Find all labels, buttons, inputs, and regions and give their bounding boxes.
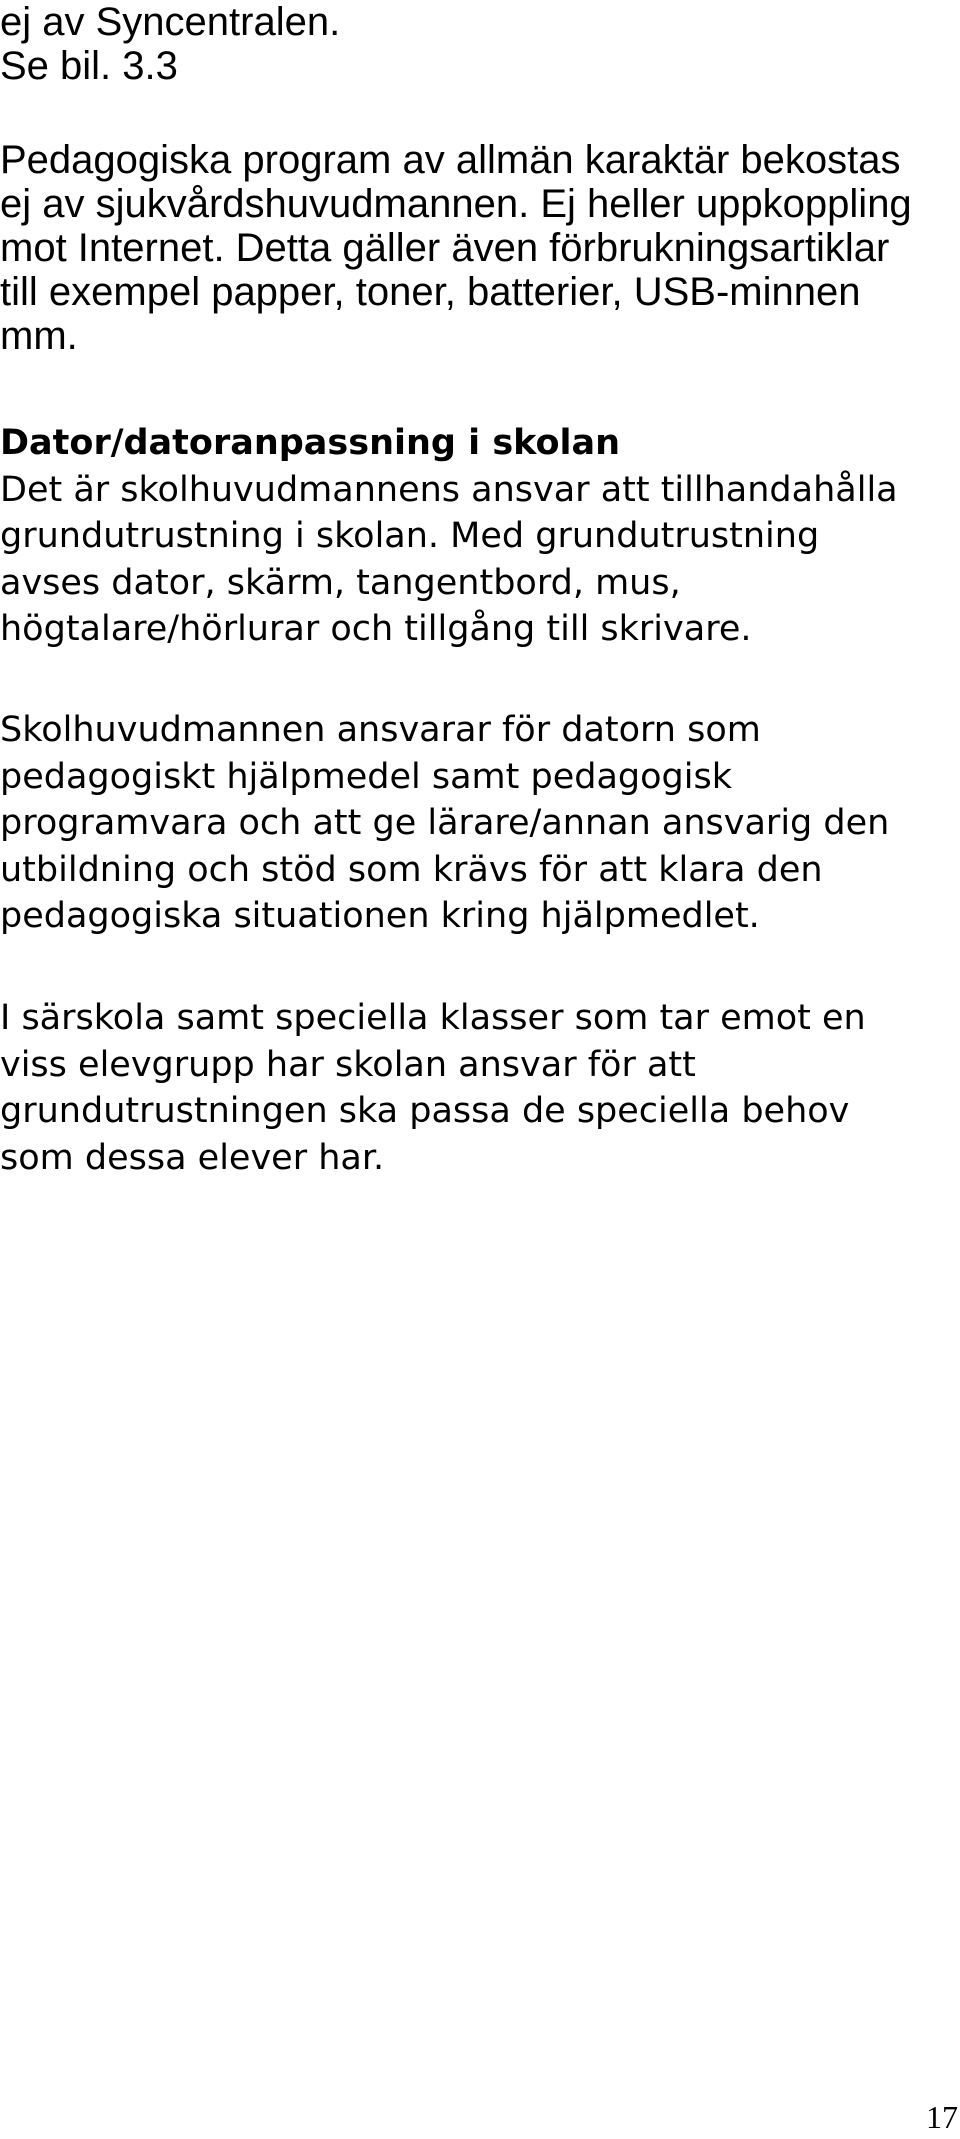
text-line: mot Internet. Detta gäller även förbrukningsartiklar <box>0 226 890 270</box>
text-line: grundutrustningen ska passa de speciella behov <box>0 1091 850 1131</box>
text-line: högtalare/hörlurar och tillgång till skrivare. <box>0 609 752 649</box>
text-line: Det är skolhuvudmannens ansvar att tillhandahålla <box>0 469 898 510</box>
paragraph-sarskola <box>0 995 940 1181</box>
section-heading: Dator/datoranpassning i skolan <box>0 423 621 463</box>
text-line: programvara och att ge lärare/annan ansvarig den <box>0 803 890 843</box>
text-line: mm. <box>0 314 78 358</box>
text-line: ej av sjukvårdshuvudmannen. Ej heller uppkoppling <box>0 182 912 226</box>
text-line: Se bil. 3.3 <box>0 44 178 88</box>
page-number: 17 <box>926 2099 958 2135</box>
section-dator-i-skolan <box>0 420 940 653</box>
text-line: Skolhuvudmannen ansvarar för datorn som <box>0 710 761 750</box>
text-line: avses dator, skärm, tangentbord, mus, <box>0 562 681 603</box>
text-line: utbildning och stöd som krävs för att klara den <box>0 849 823 890</box>
text-line: I särskola samt speciella klasser som tar emot en <box>0 998 866 1038</box>
paragraph-skolhuvudmannen <box>0 707 940 940</box>
paragraph-syncentralen <box>0 0 940 88</box>
text-line: ej av Syncentralen. <box>0 0 341 44</box>
text-line: pedagogiska situationen kring hjälpmedlet. <box>0 896 760 936</box>
text-line: grundutrustning i skolan. Med grundutrustning <box>0 516 820 556</box>
text-line: Pedagogiska program av allmän karaktär bekostas <box>0 138 901 182</box>
text-line: till exempel papper, toner, batterier, USB-minnen <box>0 270 861 314</box>
text-line: viss elevgrupp har skolan ansvar för att <box>0 1044 696 1085</box>
text-line: pedagogiskt hjälpmedel samt pedagogisk <box>0 756 732 797</box>
text-line: som dessa elever har. <box>0 1137 385 1178</box>
paragraph-pedagogiska-program <box>0 138 940 358</box>
